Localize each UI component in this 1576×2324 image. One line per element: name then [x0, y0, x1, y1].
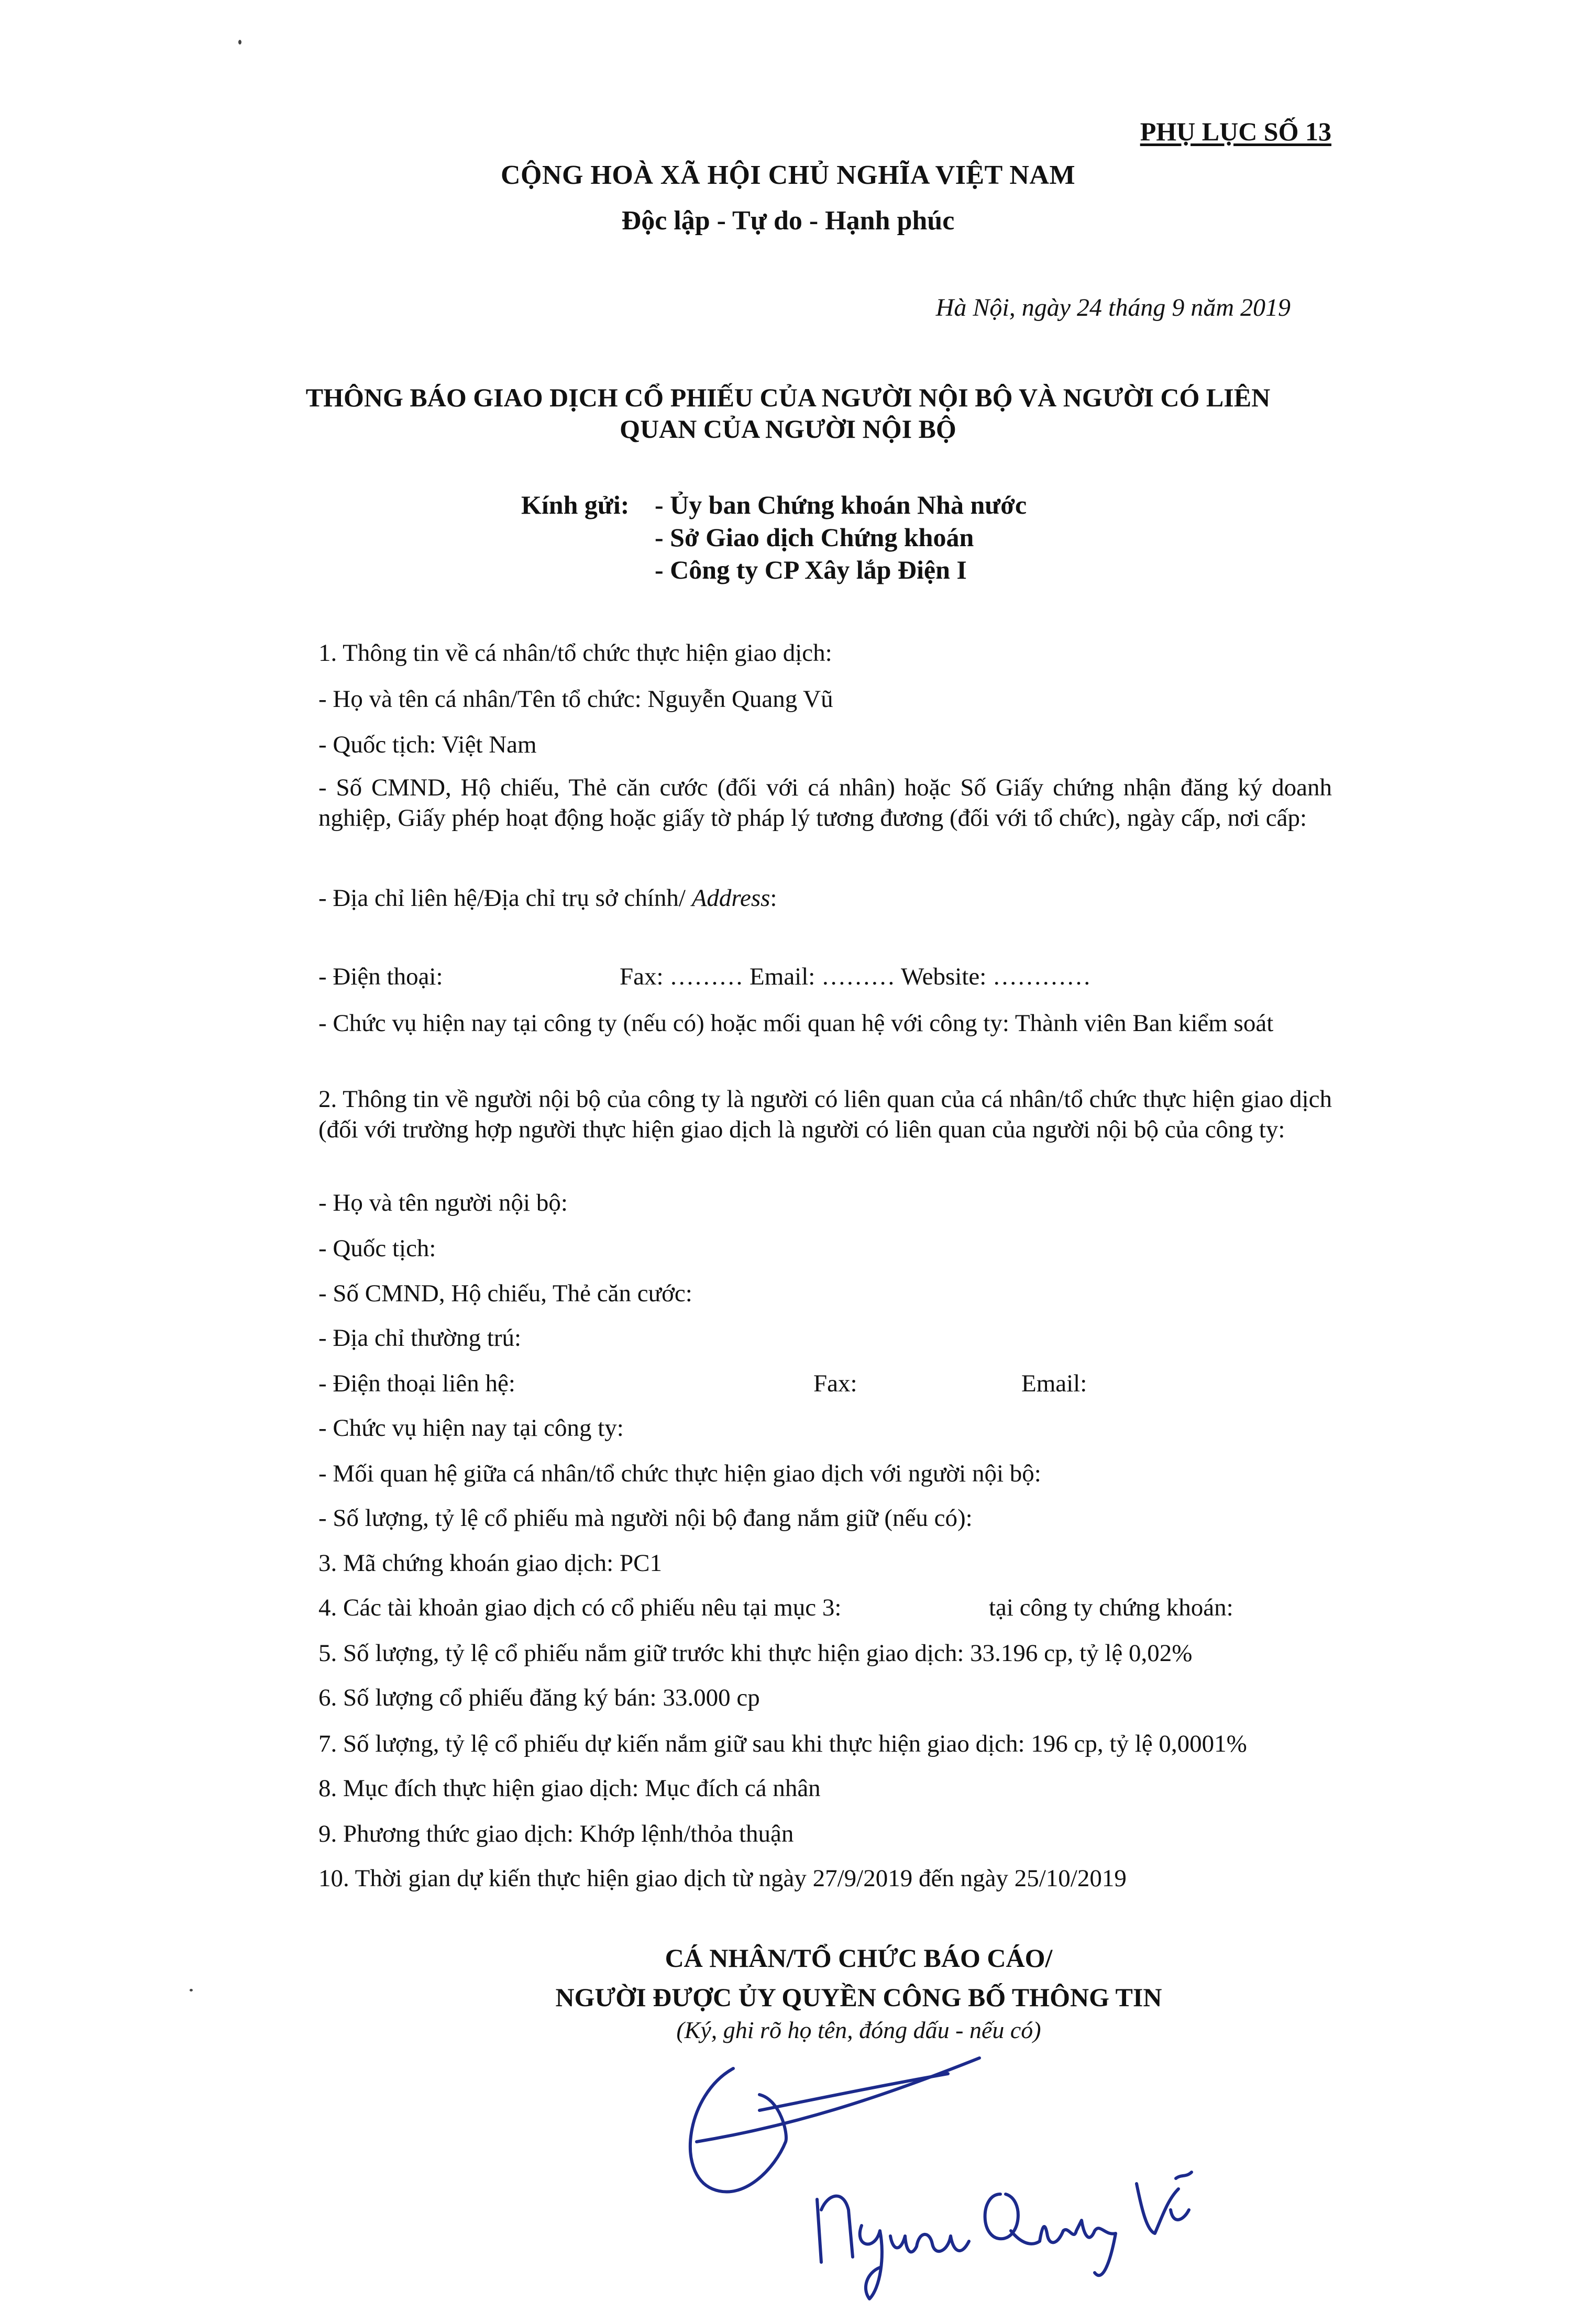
section2-relation: - Mối quan hệ giữa cá nhân/tổ chức thực hiện giao dịch với người nội bộ: [318, 1460, 1041, 1487]
signature-letter-n [817, 2196, 853, 2262]
address-colon: : [770, 884, 777, 912]
address-label: - Địa chỉ liên hệ/Địa chỉ trụ sở chính/ [318, 884, 692, 912]
section1-phone: - Điện thoại: [318, 963, 443, 990]
scan-speck [238, 40, 241, 45]
signature-stroke [697, 2058, 979, 2142]
section1-id-document: - Số CMND, Hộ chiếu, Thẻ căn cước (đối với cá nhân) hoặc Số Giấy chứng nhận đăng ký doanh nghiệp, Giấy phép hoạt động hoặc giấy tờ pháp lý tương đương (đối với tổ chức), ngày cấp, nơi cấp: [318, 774, 1332, 832]
recipient-ssc: - Ủy ban Chứng khoán Nhà nước [655, 490, 1027, 519]
national-motto: Độc lập - Tự do - Hạnh phúc [621, 206, 955, 236]
signature-word-vu [1137, 2172, 1192, 2233]
item-3-ticker: 3. Mã chứng khoán giao dịch: PC1 [318, 1550, 662, 1577]
section2-address: - Địa chỉ thường trú: [318, 1324, 522, 1352]
section1-position: - Chức vụ hiện nay tại công ty (nếu có) hoặc mối quan hệ với công ty: Thành viên Ban kiểm soát [318, 1010, 1274, 1037]
section2-nationality: - Quốc tịch: [318, 1235, 436, 1262]
recipient-exchange: - Sở Giao dịch Chứng khoán [655, 523, 974, 552]
item-4-broker: tại công ty chứng khoán: [989, 1594, 1233, 1621]
item-9-method: 9. Phương thức giao dịch: Khớp lệnh/thỏa thuận [318, 1820, 794, 1847]
signature-title-line2: NGƯỜI ĐƯỢC ỦY QUYỀN CÔNG BỐ THÔNG TIN [555, 1983, 1162, 2012]
section1-name: - Họ và tên cá nhân/Tên tổ chức: Nguyễn Quang Vũ [318, 685, 833, 713]
section2-name: - Họ và tên người nội bộ: [318, 1189, 568, 1216]
item-10-period: 10. Thời gian dự kiến thực hiện giao dịch từ ngày 27/9/2019 đến ngày 25/10/2019 [318, 1865, 1127, 1892]
section2-position: - Chức vụ hiện nay tại công ty: [318, 1414, 624, 1442]
item-7-holding-after: 7. Số lượng, tỷ lệ cổ phiếu dự kiến nắm giữ sau khi thực hiện giao dịch: 196 cp, tỷ lệ 0,0001% [318, 1730, 1247, 1757]
document-title-line1: THÔNG BÁO GIAO DỊCH CỔ PHIẾU CỦA NGƯỜI NỘI BỘ VÀ NGƯỜI CÓ LIÊN [305, 383, 1271, 412]
signature-flourish [690, 2068, 786, 2192]
handwritten-signature [655, 2037, 1205, 2309]
place-date: Hà Nội, ngày 24 tháng 9 năm 2019 [935, 294, 1291, 322]
signature-word-guyen [860, 2226, 969, 2299]
signature-note: (Ký, ghi rõ họ tên, đóng dấu - nếu có) [676, 2017, 1041, 2043]
signature-title-line1: CÁ NHÂN/TỔ CHỨC BÁO CÁO/ [665, 1943, 1053, 1973]
section1-nationality: - Quốc tịch: Việt Nam [318, 731, 537, 758]
section2-holding: - Số lượng, tỷ lệ cổ phiếu mà người nội bộ đang nắm giữ (nếu có): [318, 1504, 973, 1532]
section1-fax-email-web: Fax: ……… Email: ……… Website: ………… [620, 963, 1092, 990]
item-5-holding-before: 5. Số lượng, tỷ lệ cổ phiếu nắm giữ trước khi thực hiện giao dịch: 33.196 cp, tỷ lệ 0,02% [318, 1640, 1193, 1667]
item-4-accounts: 4. Các tài khoản giao dịch có cổ phiếu nêu tại mục 3: [318, 1594, 842, 1621]
section2-heading: 2. Thông tin về người nội bộ của công ty là người có liên quan của cá nhân/tổ chức thực hiện giao dịch (đối với trường hợp người thực hiện giao dịch là người có liên quan của người nội bộ của công ty: [318, 1086, 1332, 1143]
national-title: CỘNG HOÀ XÃ HỘI CHỦ NGHĨA VIỆT NAM [500, 160, 1076, 190]
section2-phone: - Điện thoại liên hệ: [318, 1370, 515, 1397]
signature-word-quang [985, 2194, 1116, 2275]
section2-id-document: - Số CMND, Hộ chiếu, Thẻ căn cước: [318, 1280, 692, 1307]
address-en: Address [691, 884, 770, 912]
section1-address [318, 884, 777, 912]
item-6-registered-sell: 6. Số lượng cổ phiếu đăng ký bán: 33.000 cp [318, 1684, 760, 1711]
section2-fax: Fax: [813, 1370, 857, 1397]
section2-email: Email: [1021, 1370, 1087, 1397]
appendix-number: PHỤ LỤC SỐ 13 [1140, 117, 1331, 146]
recipient-company: - Công ty CP Xây lắp Điện I [655, 555, 967, 584]
recipients-label: Kính gửi: [521, 490, 630, 519]
section1-heading: 1. Thông tin về cá nhân/tổ chức thực hiện giao dịch: [318, 639, 832, 667]
document-title-line2: QUAN CỦA NGƯỜI NỘI BỘ [620, 414, 956, 444]
scan-speck [190, 1989, 193, 1991]
item-8-purpose: 8. Mục đích thực hiện giao dịch: Mục đích cá nhân [318, 1775, 821, 1802]
